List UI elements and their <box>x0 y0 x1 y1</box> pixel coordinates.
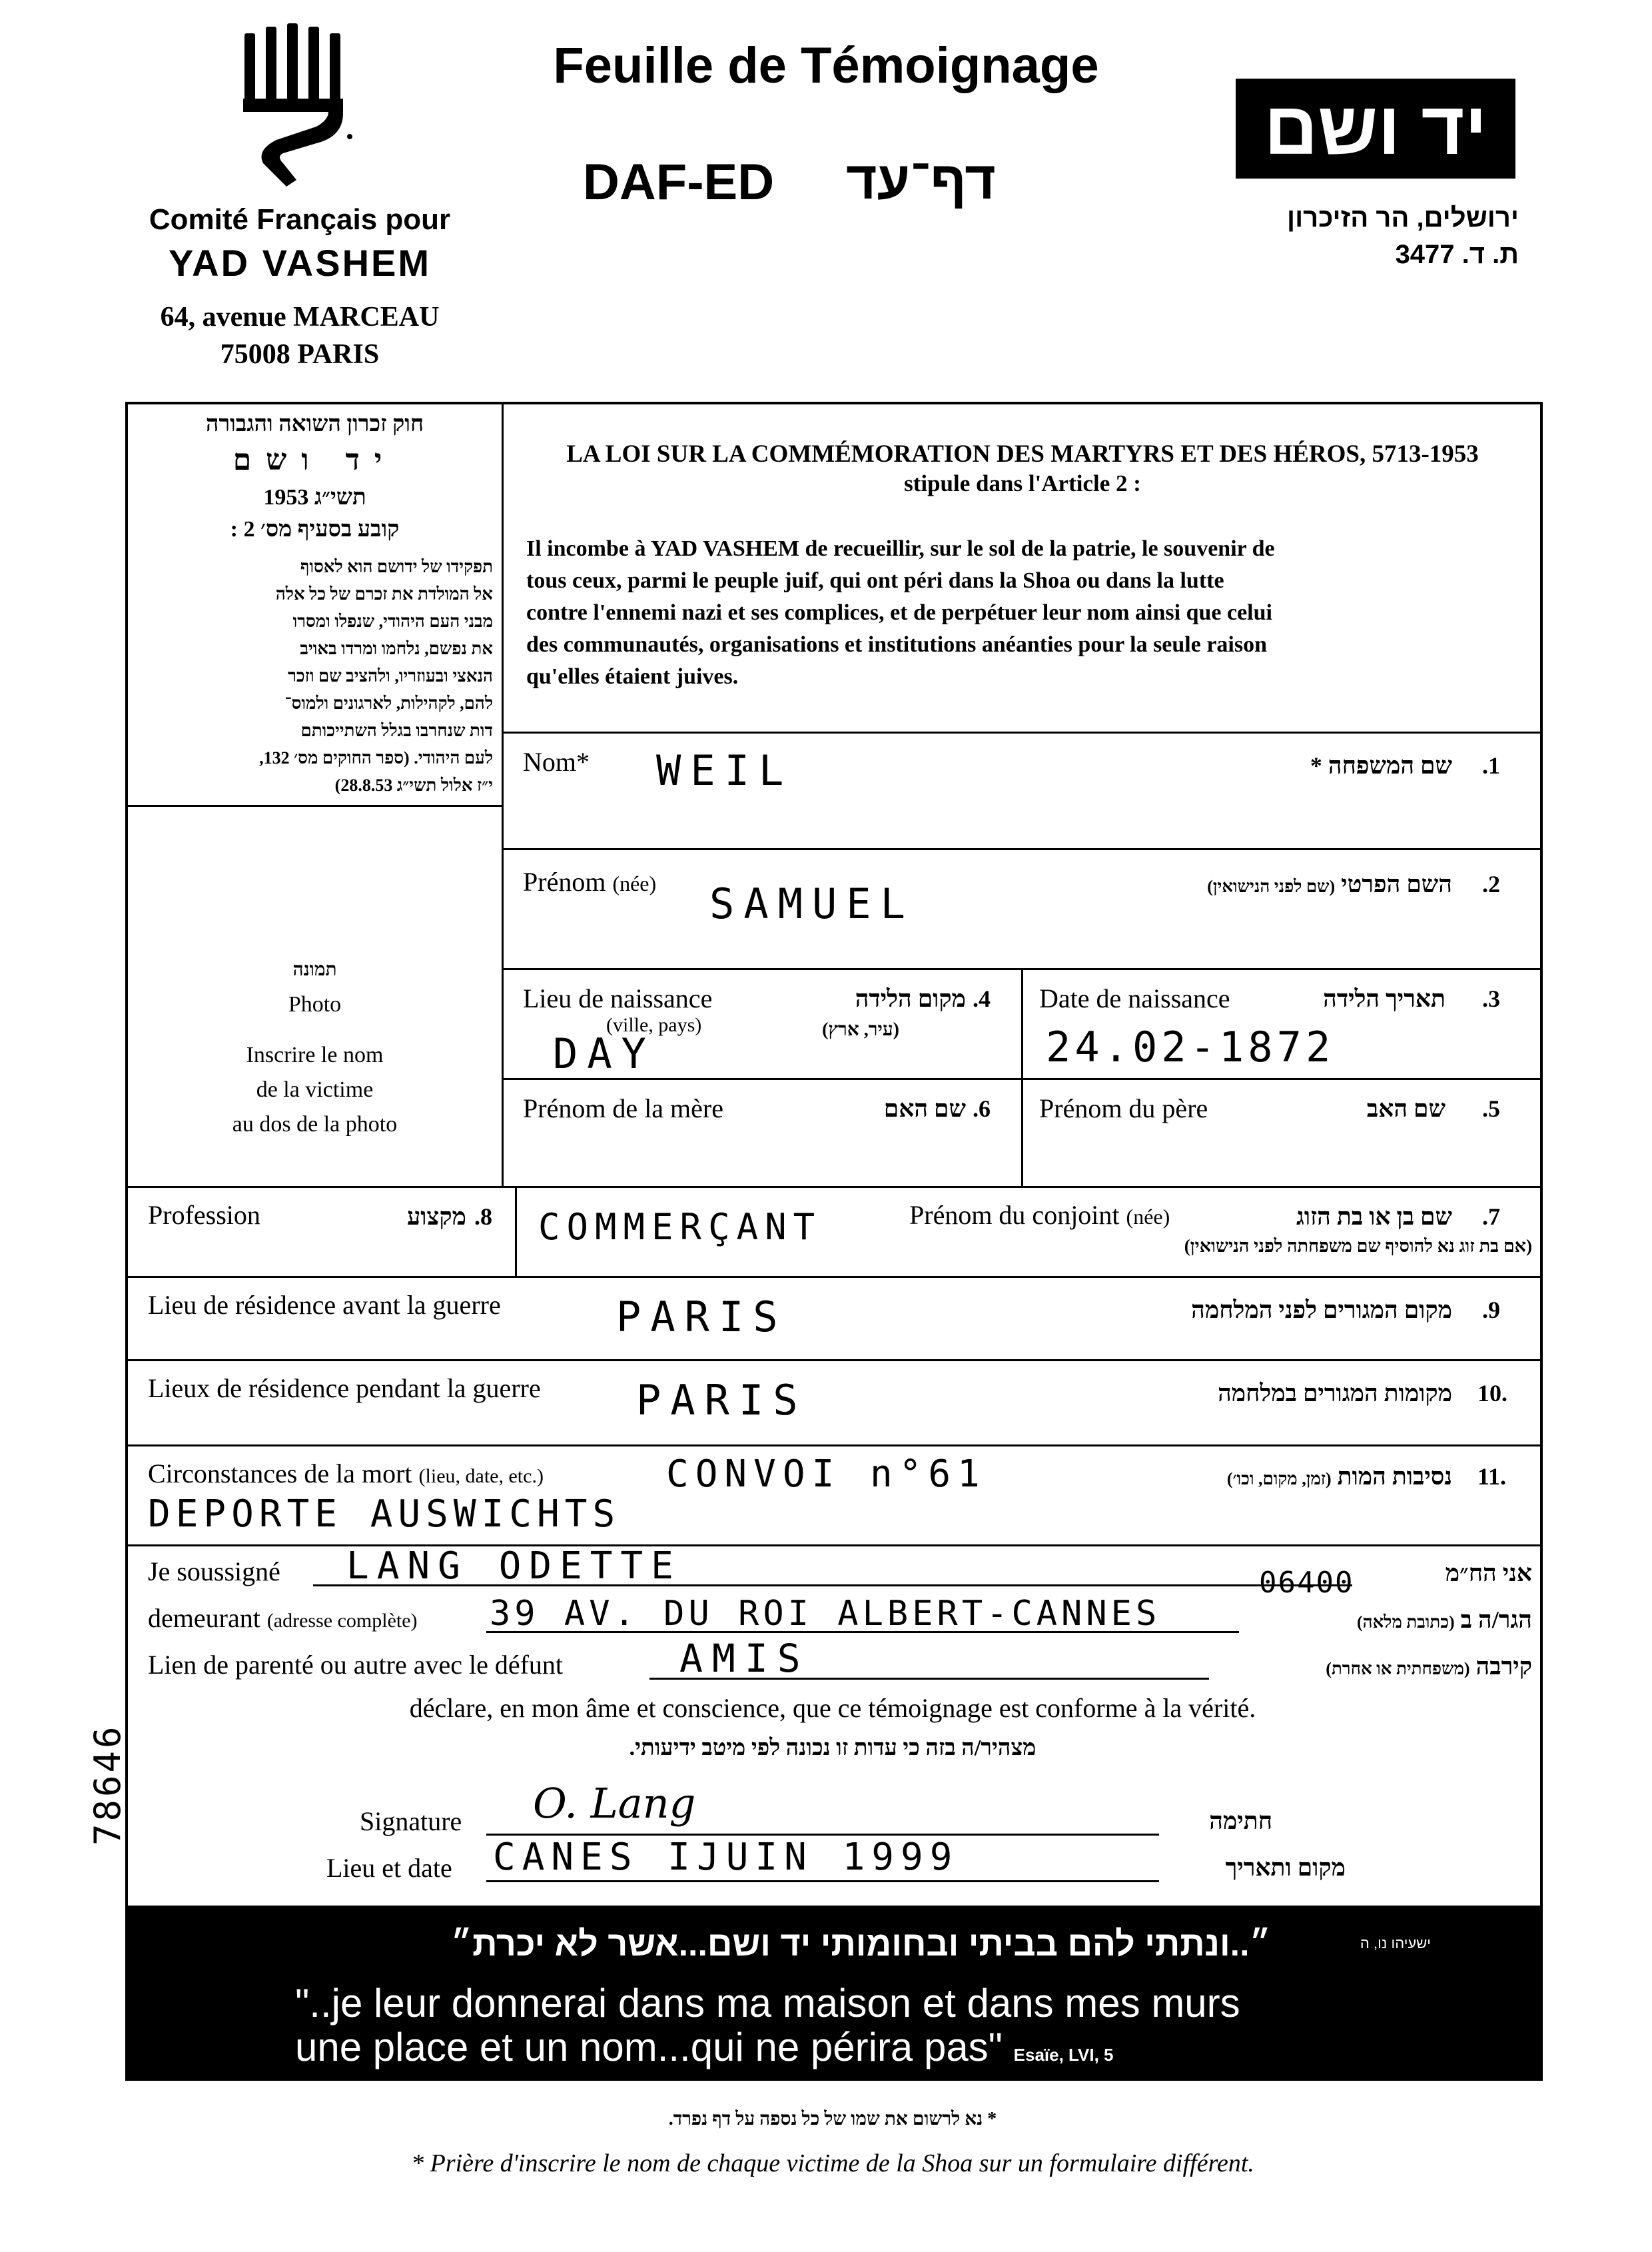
lien-label: Lien de parenté ou autre avec le défunt <box>148 1650 564 1680</box>
field-residence-pendant-value[interactable]: PARIS <box>636 1376 807 1424</box>
field-prenom-pere-number: .5 <box>1482 1095 1500 1122</box>
law-hebrew-line: מבני העם היהודי, שנפלו ומסרו <box>292 612 493 631</box>
field-circonstances-value-line2[interactable]: DEPORTE AUSWICHTS <box>148 1492 621 1536</box>
photo-note-line1: Inscrire le nom <box>246 1043 384 1067</box>
field-circonstances-hebrew-small: (זמן, מקום, וכו׳) <box>1226 1469 1332 1488</box>
field-prenom-pere-hebrew: שם האב <box>1366 1095 1446 1122</box>
frame-hline-2 <box>502 848 1543 850</box>
field-profession-hebrew: מקצוע <box>406 1203 466 1230</box>
field-circonstances-hebrew <box>999 1462 1452 1490</box>
archive-number: 78646 <box>87 1724 129 1846</box>
field-lieu-naissance-small: (ville, pays) <box>606 1014 702 1036</box>
quote-french-line1: "..je leur donnerai dans ma maison et dans mes murs <box>295 1981 1240 2025</box>
org-address-line1: 64, avenue MARCEAU <box>160 302 440 332</box>
law-french-subtitle: stipule dans l'Article 2 : <box>904 470 1141 496</box>
signature-value[interactable]: O. Lang <box>533 1779 696 1828</box>
frame-hline-8 <box>125 1444 1543 1446</box>
field-nom-value[interactable]: WEIL <box>656 746 793 795</box>
frame-hline-6 <box>125 1276 1543 1278</box>
field-lieu-naissance-hebrew: מקום הלידה <box>855 985 966 1012</box>
field-conjoint-hebrew: שם בן או בת הזוג <box>1296 1203 1452 1230</box>
demeurant-label-text: demeurant <box>148 1603 260 1633</box>
field-circonstances-value-line1[interactable]: CONVOI n°61 <box>666 1452 987 1496</box>
law-hebrew-line: את נפשם, נלחמו ומרדו באויב <box>300 639 493 658</box>
field-profession-number: .8 <box>474 1203 492 1230</box>
field-circonstances-number: 11. <box>1477 1463 1507 1490</box>
soussigne-label: Je soussigné <box>148 1556 280 1586</box>
law-hebrew-line: לעם היהודי. (ספר החוקים מס׳ 132, <box>259 748 493 768</box>
frame-hline-9 <box>125 1544 1543 1546</box>
frame-hline-4 <box>502 1078 1543 1080</box>
soussigne-hebrew: אני הח״מ <box>1445 1560 1532 1586</box>
law-french-line: tous ceux, parmi le peuple juif, qui ont péri dans la Shoa ou dans la lutte <box>526 568 1224 593</box>
field-nom-label: Nom* <box>523 747 590 777</box>
law-french-line: contre l'ennemi nazi et ses complices, et de perpétuer leur nom ainsi que celui <box>526 600 1272 625</box>
field-date-naissance-label: Date de naissance <box>1039 983 1230 1013</box>
lieu-date-hebrew: מקום ותאריך <box>1225 1854 1346 1881</box>
field-residence-avant-number: .9 <box>1482 1297 1500 1323</box>
frame-vertical-left-column <box>502 402 504 1188</box>
lieu-date-value[interactable]: CANES IJUIN 1999 <box>493 1836 959 1879</box>
field-lieu-naissance-hebrew-small: (עיר, ארץ) <box>822 1019 899 1040</box>
field-nom-number: .1 <box>1482 752 1500 779</box>
field-prenom-label-small: (née) <box>612 871 657 895</box>
page-subtitle-latin: DAF-ED <box>583 154 775 211</box>
yad-vashem-logo: יד ושם <box>1236 79 1515 179</box>
demeurant-label-small: (adresse complète) <box>266 1610 418 1632</box>
field-circonstances-label-small: (lieu, date, etc.) <box>418 1465 544 1487</box>
law-hebrew-year: תשי״ג 1953 <box>263 485 366 510</box>
law-hebrew-title: חוק זכרון השואה והגבורה <box>205 412 424 436</box>
field-circonstances-label <box>148 1458 544 1489</box>
frame-hline-7 <box>125 1359 1543 1361</box>
photo-note-line3: au dos de la photo <box>232 1112 398 1137</box>
frame-right <box>1540 402 1543 2081</box>
signature-label: Signature <box>360 1806 462 1836</box>
quote-french-reference: Esaïe, LVI, 5 <box>1013 2045 1114 2065</box>
lien-hebrew <box>1212 1652 1532 1680</box>
field-residence-avant-value[interactable]: PARIS <box>616 1293 787 1341</box>
field-prenom-label <box>523 866 656 897</box>
law-hebrew-body <box>137 553 493 799</box>
frame-hline-1 <box>502 732 1543 734</box>
photo-area <box>133 953 496 1142</box>
field-prenom-hebrew-small: (שם לפני הנישואין) <box>1207 877 1336 896</box>
field-lieu-naissance-value[interactable]: DAY <box>553 1029 655 1078</box>
law-hebrew-line: י״ז אלול תשי״ג 28.8.53) <box>334 776 493 795</box>
law-hebrew-line: אל המולדת את זכרם של כל אלה <box>275 584 493 604</box>
law-hebrew-line: להם, לקהילות, לארגונים ולמוס־ <box>284 694 493 713</box>
field-conjoint-label-text: Prénom du conjoint <box>909 1200 1120 1230</box>
lien-value[interactable]: AMIS <box>679 1636 810 1681</box>
law-hebrew-line: הנאצי ובעוזריו, ולהציב שם וזכר <box>288 666 493 686</box>
field-conjoint-label-small: (née) <box>1126 1205 1170 1229</box>
law-french-line: des communautés, organisations et institutions anéanties pour la seule raison <box>526 632 1268 657</box>
field-nom-hebrew: שם המשפחה * <box>1310 752 1452 779</box>
frame-top <box>125 402 1543 404</box>
page-title: Feuille de Témoignage <box>553 37 1099 94</box>
field-prenom-pere-label: Prénom du père <box>1039 1093 1208 1123</box>
field-conjoint-number: .7 <box>1482 1203 1500 1230</box>
demeurant-hebrew-small: (כתובת מלאה) <box>1357 1612 1455 1632</box>
signature-hebrew: חתימה <box>1209 1808 1272 1834</box>
law-french-line: Il incombe à YAD VASHEM de recueillir, sur le sol de la patrie, le souvenir de <box>526 536 1275 561</box>
field-profession-value[interactable]: COMMERÇANT <box>538 1206 822 1248</box>
demeurant-value[interactable]: 39 AV. DU ROI ALBERT-CANNES <box>490 1594 1161 1634</box>
lien-hebrew-text: קירבה <box>1475 1653 1532 1680</box>
field-prenom-mere-label: Prénom de la mère <box>523 1093 723 1123</box>
org-name-line2: YAD VASHEM <box>168 242 432 284</box>
field-circonstances-hebrew-text: נסיבות המות <box>1337 1463 1452 1490</box>
lieu-date-label: Lieu et date <box>326 1853 452 1883</box>
law-french-line: qu'elles étaient juives. <box>526 664 739 689</box>
field-conjoint-label <box>909 1199 1170 1231</box>
field-date-naissance-value[interactable]: 24.02-1872 <box>1046 1023 1335 1071</box>
org-address-line2: 75008 PARIS <box>220 339 380 370</box>
field-lieu-naissance-label: Lieu de naissance <box>523 983 713 1013</box>
quote-french-line2 <box>295 2024 1113 2070</box>
demeurant-postcode[interactable]: 06400 <box>1259 1566 1354 1600</box>
page-subtitle-hebrew: דף־עד <box>846 151 996 210</box>
field-prenom-mere-hebrew: שם האם <box>883 1095 966 1122</box>
field-lieu-naissance-number: .4 <box>973 985 991 1012</box>
field-prenom-number: .2 <box>1482 871 1500 897</box>
footnote-hebrew: * נא לרשום את שמו של כל נספה על דף נפרד. <box>668 2109 997 2129</box>
photo-label-hebrew: תמונה <box>292 959 337 980</box>
field-date-naissance-hebrew: תאריך הלידה <box>1323 985 1446 1012</box>
frame-hline-law-left <box>125 805 504 807</box>
field-residence-pendant-number: 10. <box>1477 1380 1507 1407</box>
menorah-logo <box>236 20 356 193</box>
law-french-body <box>526 533 1525 693</box>
quote-hebrew-reference: ישעיהו נו, ה <box>1360 1935 1431 1952</box>
field-prenom-hebrew-text: השם הפרטי <box>1341 871 1452 897</box>
photo-note-line2: de la victime <box>256 1077 374 1102</box>
quote-hebrew: ״..ונתתי להם בביתי ובחומותי יד ושם...אשר לא יכרת״ <box>450 1925 1271 1964</box>
field-prenom-label-text: Prénom <box>523 867 606 897</box>
demeurant-hebrew-text: הגר/ה ב <box>1460 1606 1532 1633</box>
field-profession-label: Profession <box>148 1200 260 1230</box>
declaration-french: déclare, en mon âme et conscience, que ce témoignage est conforme à la vérité. <box>409 1693 1256 1723</box>
declaration-hebrew: מצהיר/ה בזה כי עדות זו נכונה לפי מיטב ידיעותי. <box>629 1736 1036 1760</box>
field-conjoint-hebrew-small: (אם בת זוג נא להוסיף שם משפחתה לפני הנישואין) <box>1184 1236 1532 1256</box>
field-residence-pendant-hebrew: מקומות המגורים במלחמה <box>1218 1380 1452 1407</box>
law-french-title: LA LOI SUR LA COMMÉMORATION DES MARTYRS ET DES HÉROS, 5713-1953 <box>566 440 1479 468</box>
frame-hline-5 <box>125 1186 1543 1188</box>
field-circonstances-label-text: Circonstances de la mort <box>148 1458 412 1488</box>
jerusalem-address-line1: ירושלים, הר הזיכרון <box>1287 203 1519 233</box>
field-prenom-value[interactable]: SAMUEL <box>709 879 915 928</box>
field-prenom-mere-number: .6 <box>973 1095 991 1122</box>
footnote-french: * Prière d'inscrire le nom de chaque victime de la Shoa sur un formulaire différent. <box>411 2149 1254 2177</box>
frame-vertical-profession <box>515 1186 517 1278</box>
jerusalem-address-line2: ת. ד. 3477 <box>1395 240 1519 269</box>
field-date-naissance-number: .3 <box>1482 985 1500 1012</box>
quote-banner <box>125 1906 1543 2081</box>
law-hebrew-clause: קובע בסעיף מס׳ 2 : <box>230 517 400 542</box>
soussigne-value[interactable]: LANG ODETTE <box>346 1544 681 1588</box>
demeurant-hebrew <box>1246 1606 1532 1634</box>
field-residence-avant-label: Lieu de résidence avant la guerre <box>148 1290 501 1320</box>
field-residence-pendant-label: Lieux de résidence pendant la guerre <box>148 1373 541 1403</box>
lieu-date-line <box>486 1880 1159 1882</box>
law-hebrew-line: תפקידו של ידושם הוא לאסוף <box>300 557 493 576</box>
quote-french-line2-text: une place et un nom...qui ne périra pas" <box>295 2025 1003 2069</box>
law-hebrew-line: דות שנחרבו בגלל השתייכותם <box>300 721 493 740</box>
org-name-line1: Comité Français pour <box>149 203 451 236</box>
field-residence-avant-hebrew: מקום המגורים לפני המלחמה <box>1191 1297 1452 1323</box>
demeurant-label <box>148 1602 418 1634</box>
photo-label: Photo <box>288 992 342 1017</box>
lien-hebrew-small: (משפחתית או אחרת) <box>1326 1659 1470 1678</box>
law-hebrew-yad-vashem: יד ושם <box>232 444 397 476</box>
field-prenom-hebrew <box>999 870 1452 898</box>
